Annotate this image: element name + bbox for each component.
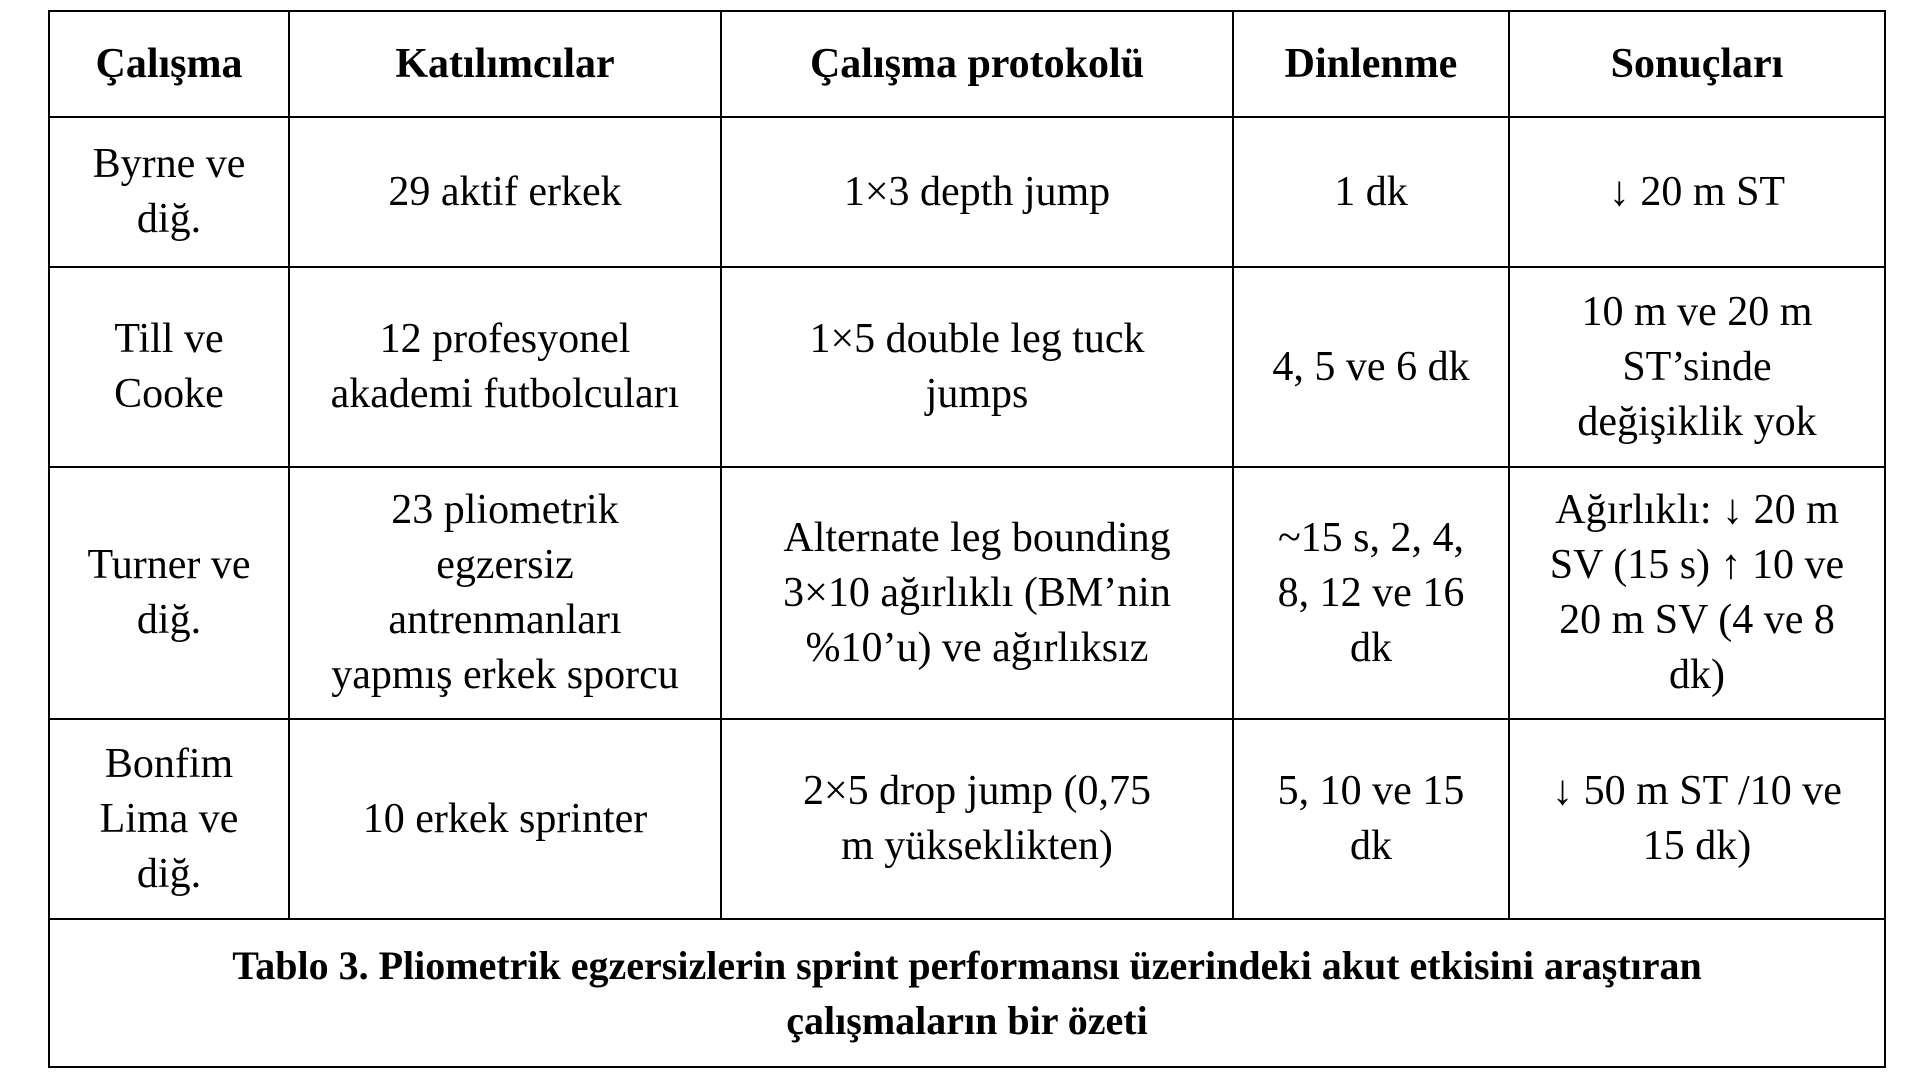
table-row — [49, 467, 1885, 719]
cell-protocol: 1×5 double leg tuck jumps — [721, 267, 1233, 467]
cell-results: Ağırlıklı: ↓ 20 m SV (15 s) ↑ 10 ve 20 m SV (4 ve 8 dk) — [1509, 467, 1885, 719]
cell-results: 10 m ve 20 m ST’sinde değişiklik yok — [1509, 267, 1885, 467]
cell-protocol: Alternate leg bounding 3×10 ağırlıklı (BM’nin %10’u) ve ağırlıksız — [721, 467, 1233, 719]
cell-rest: 5, 10 ve 15 dk — [1233, 719, 1509, 919]
cell-results: ↓ 20 m ST — [1509, 117, 1885, 267]
cell-rest: ~15 s, 2, 4, 8, 12 ve 16 dk — [1233, 467, 1509, 719]
cell-study: Bonfim Lima ve diğ. — [49, 719, 289, 919]
header-row — [49, 11, 1885, 117]
cell-protocol: 2×5 drop jump (0,75 m yükseklikten) — [721, 719, 1233, 919]
cell-results: ↓ 50 m ST /10 ve 15 dk) — [1509, 719, 1885, 919]
header-results: Sonuçları — [1509, 11, 1885, 117]
summary-table — [48, 10, 1886, 1068]
cell-participants: 23 pliometrik egzersiz antrenmanları yapmış erkek sporcu — [289, 467, 721, 719]
cell-study: Byrne ve diğ. — [49, 117, 289, 267]
cell-participants: 29 aktif erkek — [289, 117, 721, 267]
cell-participants: 10 erkek sprinter — [289, 719, 721, 919]
cell-study: Turner ve diğ. — [49, 467, 289, 719]
cell-rest: 1 dk — [1233, 117, 1509, 267]
table-caption: Tablo 3. Pliometrik egzersizlerin sprint performansı üzerindeki akut etkisini araştıran çalışmaların bir özeti — [49, 919, 1885, 1067]
table-row — [49, 267, 1885, 467]
table-row — [49, 117, 1885, 267]
cell-study: Till ve Cooke — [49, 267, 289, 467]
header-study: Çalışma — [49, 11, 289, 117]
header-rest: Dinlenme — [1233, 11, 1509, 117]
cell-participants: 12 profesyonel akademi futbolcuları — [289, 267, 721, 467]
header-participants: Katılımcılar — [289, 11, 721, 117]
cell-rest: 4, 5 ve 6 dk — [1233, 267, 1509, 467]
caption-row — [49, 919, 1885, 1067]
header-protocol: Çalışma protokolü — [721, 11, 1233, 117]
cell-protocol: 1×3 depth jump — [721, 117, 1233, 267]
table-row — [49, 719, 1885, 919]
